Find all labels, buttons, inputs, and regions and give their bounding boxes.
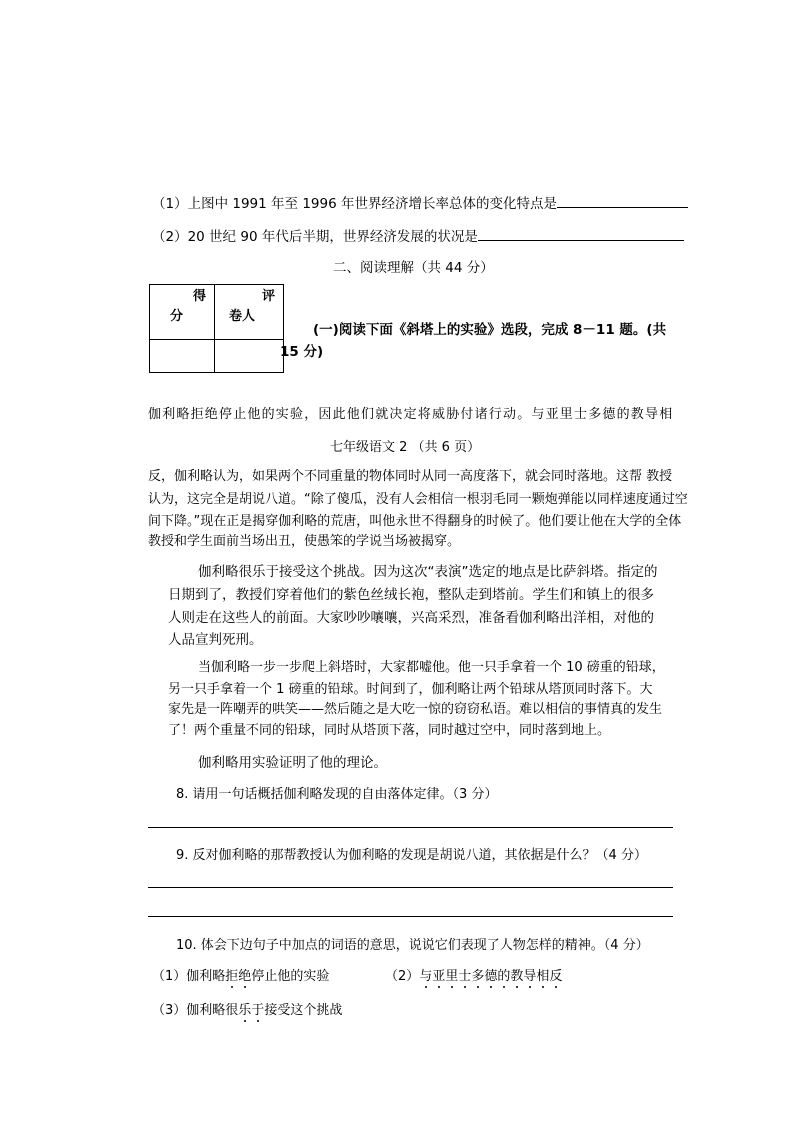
q10-item-1-prefix: （1）伽利略 xyxy=(152,969,226,984)
passage-para3-line1: 当伽利略一步一步爬上斜塔时，大家都嘘他。他一只手拿着一个 10 磅重的铅球， xyxy=(198,660,665,675)
page-footer: 七年级语文 2 （共 6 页） xyxy=(330,440,481,455)
score-input-cell[interactable] xyxy=(150,340,215,373)
passage-para3-line3: 家先是一阵嘲弄的哄笑——然后随之是大吃一惊的窃窃私语。难以相信的事情真的发生 xyxy=(168,702,663,717)
q10-item-3-suffix: 接受这个挑战 xyxy=(264,1003,343,1018)
answer-line-q9-2[interactable] xyxy=(148,916,673,917)
part-intro-line1: (一)阅读下面《斜塔上的实验》选段，完成 8－11 题。(共 xyxy=(313,322,667,338)
passage-para1-line2: 认为，这完全是胡说八道。“除了傻瓜，没有人会相信一根羽毛同一颗炮弹能以同样速度通过空 xyxy=(148,492,688,507)
passage-para3-line4: 了！两个重量不同的铅球，同时从塔顶下落，同时越过空中，同时落到地上。 xyxy=(168,723,611,738)
q10-item-2-dotted-phrase: 与亚里士多德的教导相反 xyxy=(419,969,563,984)
q10-item-2-prefix: （2） xyxy=(385,969,420,984)
question-1-text: （1）上图中 1991 年至 1996 年世界经济增长率总体的变化特点是 xyxy=(152,196,557,212)
score-table xyxy=(149,284,284,373)
question-9: 9. 反对伽利略的那帮教授认为伽利略的发现是胡说八道，其依据是什么？（4 分） xyxy=(176,848,647,863)
passage-para1-line1: 反，伽利略认为，如果两个不同重量的物体同时从同一高度落下，就会同时落地。这帮 教授 xyxy=(148,469,673,484)
grader-input-cell[interactable] xyxy=(215,340,284,373)
grader-label-1: 评 xyxy=(261,289,275,304)
question-8: 8. 请用一句话概括伽利略发现的自由落体定律。（3 分） xyxy=(176,787,498,802)
score-cell-header xyxy=(150,285,215,340)
grader-label-2: 卷人 xyxy=(229,309,256,324)
score-label-1: 得 xyxy=(192,289,206,304)
question-1-line xyxy=(152,192,688,212)
answer-blank-1[interactable] xyxy=(557,193,688,208)
q10-item-3-prefix: （3）伽利略很 xyxy=(152,1003,239,1018)
question-2-text: （2）20 世纪 90 年代后半期，世界经济发展的状况是 xyxy=(152,229,478,245)
q10-item-2 xyxy=(385,965,562,984)
grader-cell-header xyxy=(215,285,284,340)
answer-blank-2[interactable] xyxy=(478,226,684,241)
q10-item-3-dotted-word: 乐于 xyxy=(238,1003,265,1018)
q10-item-1 xyxy=(152,965,329,984)
passage-first-line: 伽利略拒绝停止他的实验，因此他们就决定将威胁付诸行动。与亚里士多德的教导相 xyxy=(148,407,674,422)
passage-para1-line4: 教授和学生面前当场出丑，使愚笨的学说当场被揭穿。 xyxy=(148,534,461,549)
answer-line-q8[interactable] xyxy=(148,827,673,828)
passage-para2-line1: 伽利略很乐于接受这个挑战。因为这次“表演”选定的地点是比萨斜塔。指定的 xyxy=(198,564,658,580)
answer-line-q9-1[interactable] xyxy=(148,887,673,888)
question-2-line xyxy=(152,225,684,245)
question-10: 10. 体会下边句子中加点的词语的意思，说说它们表现了人物怎样的精神。（4 分） xyxy=(176,938,649,953)
passage-para2-line4: 人品宣判死刑。 xyxy=(168,632,263,648)
passage-para2-line3: 人则走在这些人的前面。大家吵吵嚷嚷，兴高采烈，准备看伽利略出洋相，对他的 xyxy=(168,610,654,626)
q10-item-1-suffix: 停止他的实验 xyxy=(251,969,330,984)
passage-para3-line2: 另一只手拿着一个 1 磅重的铅球。时间到了，伽利略让两个铅球从塔顶同时落下。大 xyxy=(168,682,653,697)
q10-item-3 xyxy=(152,999,342,1018)
q10-item-1-dotted-word: 拒绝 xyxy=(225,969,252,984)
passage-para4: 伽利略用实验证明了他的理论。 xyxy=(198,755,387,771)
passage-para1-line3: 间下降。”现在正是揭穿伽利略的荒唐，叫他永世不得翻身的时候了。他们要让他在大学的全体 xyxy=(148,514,682,529)
section-title: 二、阅读理解（共 44 分） xyxy=(333,260,494,276)
score-label-2: 分 xyxy=(170,309,184,324)
part-intro-line2: 15 分) xyxy=(280,344,324,360)
passage-para2-line2: 日期到了，教授们穿着他们的紫色丝绒长袍，整队走到塔前。学生们和镇上的很多 xyxy=(168,587,654,603)
